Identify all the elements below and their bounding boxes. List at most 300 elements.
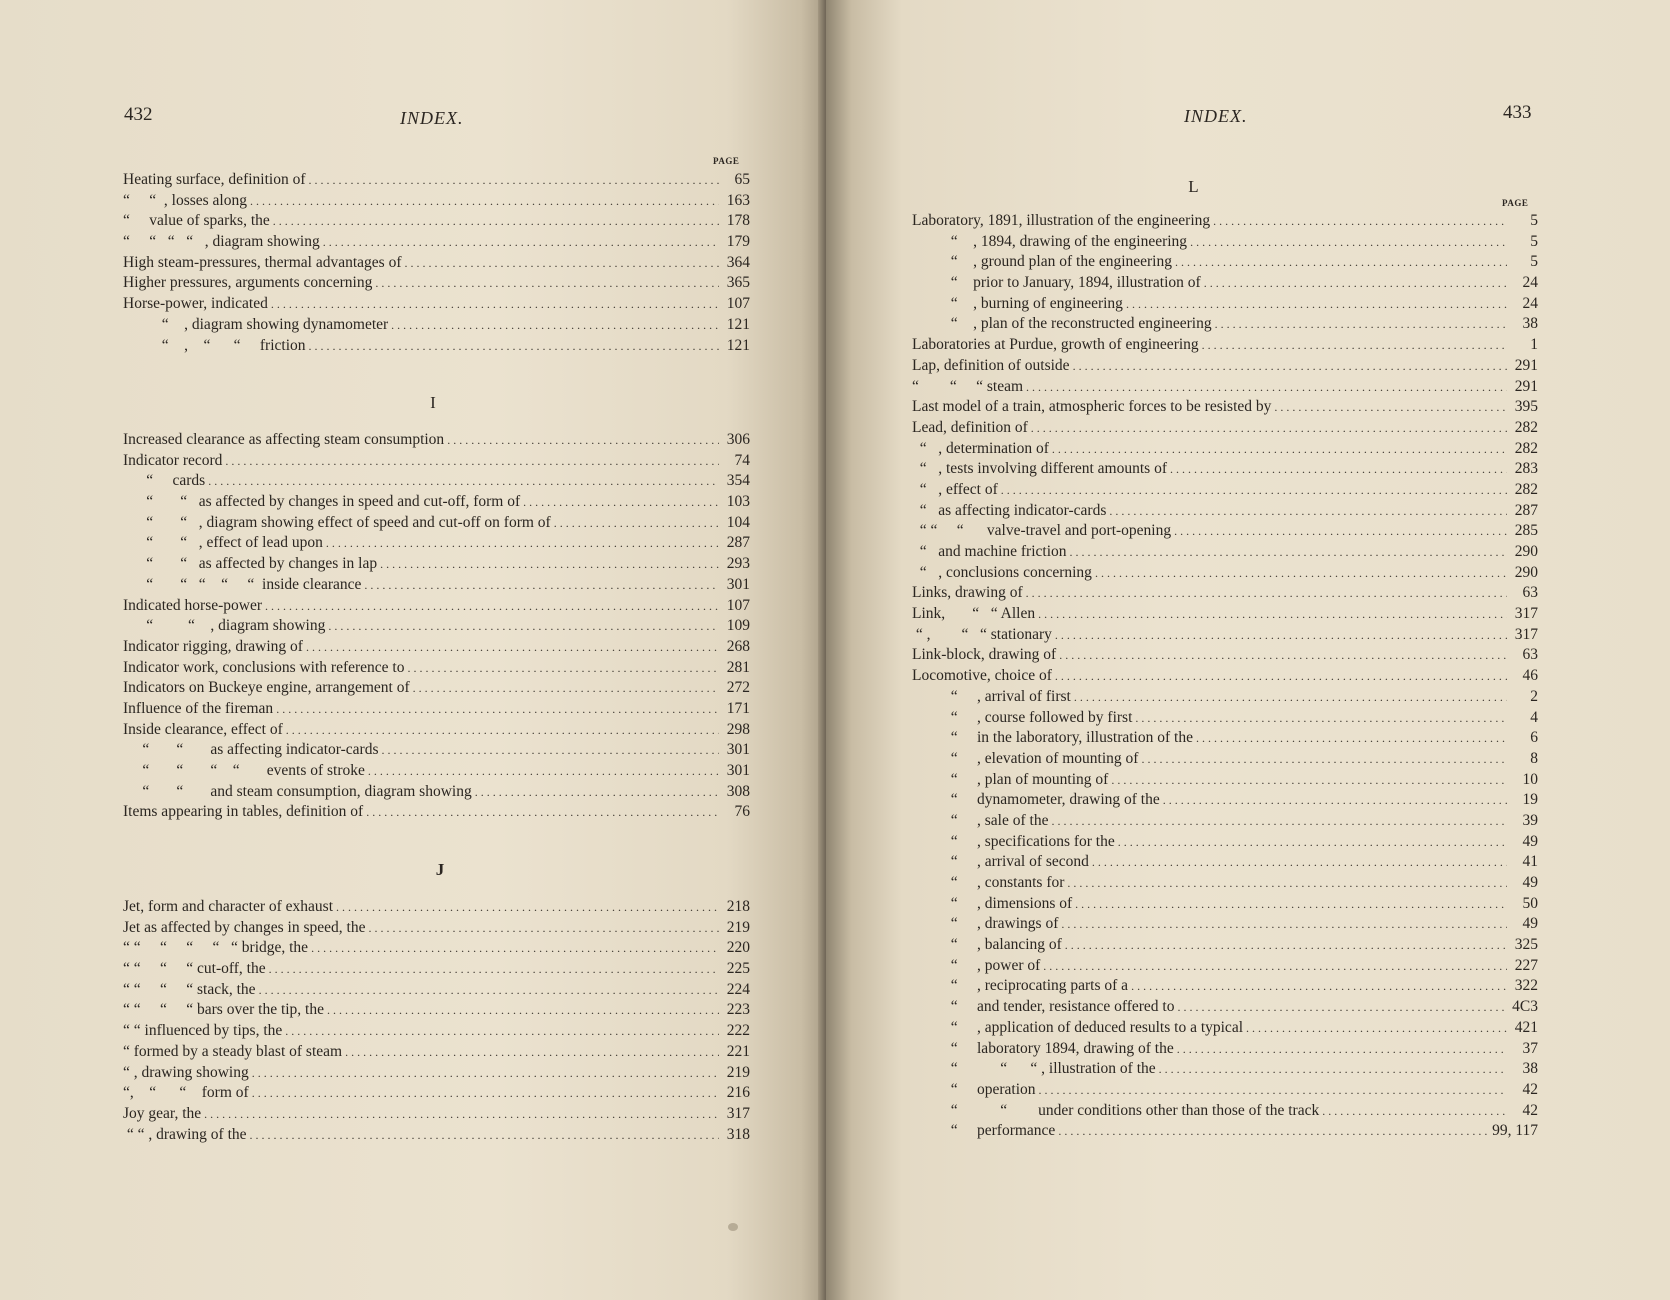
dot-leader xyxy=(269,959,719,980)
index-entry xyxy=(912,976,1538,997)
index-entry-text: “ , determination of xyxy=(912,439,1049,457)
index-entry xyxy=(123,336,750,357)
index-entry-text: “ , 1894, drawing of the engineering xyxy=(912,232,1188,250)
index-entry-page: 46 xyxy=(1522,667,1538,685)
dot-leader xyxy=(1118,832,1507,853)
index-entry xyxy=(912,314,1538,335)
dot-leader xyxy=(1131,976,1507,997)
index-entry-page: 317 xyxy=(1514,605,1538,623)
index-entry xyxy=(912,770,1538,791)
index-entry-page: 24 xyxy=(1522,274,1538,292)
dot-leader xyxy=(1322,1101,1507,1122)
dot-leader xyxy=(407,658,719,679)
index-entry xyxy=(123,533,750,554)
index-entry xyxy=(912,811,1538,832)
index-entry-text: “ “ “ “ stack, the xyxy=(123,980,256,998)
dot-leader xyxy=(1170,459,1507,480)
dot-leader xyxy=(554,513,719,534)
index-entry-page: 37 xyxy=(1522,1039,1538,1057)
index-entry-page: 290 xyxy=(1514,563,1538,581)
dot-leader xyxy=(1204,273,1507,294)
index-entry xyxy=(123,1063,750,1084)
index-entry xyxy=(123,211,750,232)
index-entry-page: 107 xyxy=(726,596,750,614)
index-entry xyxy=(123,980,750,1001)
index-entry-page: 220 xyxy=(726,939,750,957)
dot-leader xyxy=(1274,397,1507,418)
index-entry-page: 301 xyxy=(726,575,750,593)
running-title-right: INDEX. xyxy=(1184,106,1248,126)
index-entry-text: “ , effect of xyxy=(912,480,998,498)
index-entry-text: Influence of the fireman xyxy=(123,699,274,717)
index-entry-page: 107 xyxy=(726,295,750,313)
index-entry-page: 121 xyxy=(726,336,750,354)
index-entry-text: “ , ground plan of the engineering xyxy=(912,253,1172,271)
index-entry-page: 8 xyxy=(1530,749,1538,767)
dot-leader xyxy=(1159,1059,1507,1080)
index-entry-page: 421 xyxy=(1514,1018,1538,1036)
dot-leader xyxy=(252,1063,719,1084)
index-entry xyxy=(912,542,1538,563)
index-entry-page: 4C3 xyxy=(1512,998,1538,1016)
index-entry-text: “ , course followed by first xyxy=(912,708,1133,726)
dot-leader xyxy=(368,918,719,939)
index-entry xyxy=(123,699,750,720)
index-entry-page: 24 xyxy=(1522,294,1538,312)
index-entry xyxy=(912,645,1538,666)
index-entry-page: 283 xyxy=(1514,460,1538,478)
index-entry-text: “ , arrival of second xyxy=(912,853,1089,871)
index-entry xyxy=(912,708,1538,729)
index-entry xyxy=(123,720,750,741)
index-entry-page: 39 xyxy=(1522,811,1538,829)
index-entry xyxy=(912,1039,1538,1060)
dot-leader xyxy=(1177,1039,1507,1060)
index-entry-page: 395 xyxy=(1514,398,1538,416)
section-letter-l: L xyxy=(1188,177,1199,196)
index-entry-text: “ , balancing of xyxy=(912,936,1062,954)
dot-leader xyxy=(1073,356,1507,377)
index-entry-page: 49 xyxy=(1522,915,1538,933)
dot-leader xyxy=(404,253,719,274)
dot-leader xyxy=(259,980,719,1001)
index-entry xyxy=(912,666,1538,687)
dot-leader xyxy=(1055,625,1507,646)
dot-leader xyxy=(1001,480,1507,501)
dot-leader xyxy=(311,938,719,959)
index-entry xyxy=(912,439,1538,460)
dot-leader xyxy=(328,616,719,637)
dot-leader xyxy=(276,699,719,720)
index-entry-text: Indicator rigging, drawing of xyxy=(123,637,303,655)
index-entry-page: 5 xyxy=(1530,212,1538,229)
dot-leader xyxy=(1051,811,1507,832)
index-entry xyxy=(123,513,750,534)
index-entry xyxy=(123,938,750,959)
dot-leader xyxy=(1058,1121,1489,1142)
index-entry-page: 38 xyxy=(1522,1060,1538,1078)
index-entry-page: 179 xyxy=(726,233,750,251)
index-entry-text: Higher pressures, arguments concerning xyxy=(123,274,373,292)
dot-leader xyxy=(1141,749,1507,770)
index-entry-text: Locomotive, choice of xyxy=(912,667,1052,685)
index-entry xyxy=(123,471,750,492)
index-entry-page: 63 xyxy=(1522,646,1538,664)
index-entry-page: 301 xyxy=(726,762,750,779)
index-entry-page: 74 xyxy=(734,451,750,469)
dot-leader xyxy=(413,678,719,699)
index-entry-page: 4 xyxy=(1530,708,1538,726)
dot-leader xyxy=(1070,542,1507,563)
left-page xyxy=(0,0,826,1300)
index-entry-page: 282 xyxy=(1514,439,1538,457)
index-entry xyxy=(912,583,1538,604)
dot-leader xyxy=(327,1000,719,1021)
dot-leader xyxy=(1175,252,1507,273)
index-entry xyxy=(123,1021,750,1042)
dot-leader xyxy=(326,533,719,554)
index-entry xyxy=(912,935,1538,956)
index-entry-page: 219 xyxy=(726,918,750,936)
dot-leader xyxy=(1075,894,1507,915)
dot-leader xyxy=(1135,708,1507,729)
dot-leader xyxy=(309,336,719,357)
index-entry-page: 364 xyxy=(726,253,750,271)
index-entry-page: 285 xyxy=(1514,522,1538,540)
dot-leader xyxy=(273,211,719,232)
dot-leader xyxy=(1126,294,1507,315)
index-entry-page: 5 xyxy=(1530,232,1538,250)
dot-leader xyxy=(523,492,719,513)
dot-leader xyxy=(1059,645,1507,666)
index-entry xyxy=(123,596,750,617)
index-entry-text: “ , drawings of xyxy=(912,915,1059,933)
index-entry-text: “ laboratory 1894, drawing of the xyxy=(912,1039,1174,1057)
dot-leader xyxy=(1043,956,1507,977)
index-entry-page: 218 xyxy=(726,898,750,915)
dot-leader xyxy=(271,294,719,315)
index-entry xyxy=(912,397,1538,418)
dot-leader xyxy=(375,273,719,294)
index-entry xyxy=(123,897,750,918)
index-entry xyxy=(912,335,1538,356)
index-entry xyxy=(123,802,750,823)
index-entry xyxy=(912,1059,1538,1080)
index-entry xyxy=(123,1125,750,1146)
index-entry-page: 63 xyxy=(1522,584,1538,602)
index-entry-text: “ “ “ “ “ “ bridge, the xyxy=(123,939,309,957)
index-entry-text: “ “ , effect of lead upon xyxy=(123,534,323,552)
index-entry-text: Items appearing in tables, definition of xyxy=(123,803,364,821)
index-entry xyxy=(912,377,1538,398)
index-entry-page: 216 xyxy=(726,1084,750,1102)
index-entry xyxy=(912,687,1538,708)
index-entry-page: 282 xyxy=(1514,418,1538,436)
section-letter-j: J xyxy=(435,860,445,879)
index-entry-text: “ , arrival of first xyxy=(912,687,1071,705)
index-entry-text: “ operation xyxy=(912,1080,1036,1098)
index-entry xyxy=(912,728,1538,749)
index-entry xyxy=(912,604,1538,625)
index-entry-text: “ “ as affected by changes in speed and cut-off, form of xyxy=(123,493,521,511)
index-entry-text: Laboratory, 1891, illustration of the engineering xyxy=(912,212,1211,229)
index-entry-page: 49 xyxy=(1522,874,1538,891)
index-entry-page: 41 xyxy=(1522,853,1538,871)
index-entry xyxy=(912,790,1538,811)
index-entry-text: “ “ “ “ events of stroke xyxy=(123,762,365,779)
index-entry xyxy=(912,294,1538,315)
index-entry xyxy=(912,418,1538,439)
dot-leader xyxy=(1061,914,1507,935)
index-entry xyxy=(912,252,1538,273)
index-entry-page: 219 xyxy=(726,1063,750,1081)
index-entry xyxy=(123,294,750,315)
index-entry xyxy=(912,749,1538,770)
index-entry-text: “ , sale of the xyxy=(912,811,1049,829)
dot-leader xyxy=(1213,211,1507,232)
index-entry-text: “ “ influenced by tips, the xyxy=(123,1022,283,1040)
index-entry-page: 225 xyxy=(726,960,750,978)
index-entry-page: 10 xyxy=(1522,770,1538,788)
dot-leader xyxy=(1026,583,1507,604)
index-entry xyxy=(123,616,750,637)
index-entry-text: High steam-pressures, thermal advantages of xyxy=(123,253,402,271)
dot-leader xyxy=(252,1083,719,1104)
index-entry-text: Heating surface, definition of xyxy=(123,171,306,188)
index-entry-page: 38 xyxy=(1522,315,1538,333)
index-entry-page: 282 xyxy=(1514,480,1538,498)
dot-leader xyxy=(475,782,719,803)
index-entry-text: “ , diagram showing dynamometer xyxy=(123,315,389,333)
index-entry-page: 317 xyxy=(1514,625,1538,643)
index-entry xyxy=(123,1042,750,1063)
dot-leader xyxy=(225,451,719,472)
index-entry-text: “, “ “ form of xyxy=(123,1084,249,1102)
index-entry xyxy=(123,492,750,513)
index-entry-text: “ , constants for xyxy=(912,874,1065,891)
index-entry xyxy=(123,959,750,980)
index-entry-page: 42 xyxy=(1522,1080,1538,1098)
index-entry xyxy=(912,1101,1538,1122)
dot-leader xyxy=(1246,1018,1507,1039)
index-entry-page: 42 xyxy=(1522,1101,1538,1119)
dot-leader xyxy=(1190,232,1507,253)
index-entry xyxy=(912,459,1538,480)
left-section-h-entries xyxy=(123,170,750,356)
dot-leader xyxy=(1163,790,1507,811)
index-entry-text: Link-block, drawing of xyxy=(912,646,1057,664)
index-entry-text: Lap, definition of outside xyxy=(912,356,1070,374)
index-entry-text: “ “ “ “ , diagram showing xyxy=(123,233,320,251)
running-title-left: INDEX. xyxy=(400,108,464,128)
index-entry-text: “ , application of deduced results to a typical xyxy=(912,1018,1244,1036)
index-entry-text: “ “ “ “ bars over the tip, the xyxy=(123,1001,324,1019)
index-entry-text: “ , reciprocating parts of a xyxy=(912,977,1129,995)
index-entry xyxy=(912,914,1538,935)
dot-leader xyxy=(286,720,719,741)
index-entry-text: “ “ “ “ cut-off, the xyxy=(123,960,266,978)
dot-leader xyxy=(265,596,719,617)
index-entry-text: Joy gear, the xyxy=(123,1104,202,1122)
index-entry-text: Indicated horse-power xyxy=(123,596,263,614)
index-entry-page: 308 xyxy=(726,782,750,800)
index-entry-page: 6 xyxy=(1530,729,1538,747)
index-entry-page: 222 xyxy=(726,1022,750,1040)
right-page xyxy=(826,0,1670,1300)
index-entry-text: “ “ as affected by changes in lap xyxy=(123,555,378,573)
index-entry xyxy=(912,501,1538,522)
index-entry-page: 65 xyxy=(734,171,750,188)
index-entry-page: 325 xyxy=(1514,936,1538,954)
index-entry xyxy=(123,253,750,274)
page-column-label-left: PAGE xyxy=(713,156,740,166)
index-entry-text: Jet as affected by changes in speed, the xyxy=(123,918,366,936)
index-entry xyxy=(912,232,1538,253)
index-entry-text: Increased clearance as affecting steam consumption xyxy=(123,431,445,448)
index-entry-page: 317 xyxy=(726,1104,750,1122)
index-entry-text: “ , tests involving different amounts of xyxy=(912,460,1167,478)
index-entry-text: “ , conclusions concerning xyxy=(912,563,1092,581)
index-entry-page: 224 xyxy=(726,980,750,998)
index-entry-page: 5 xyxy=(1530,253,1538,271)
index-entry xyxy=(912,894,1538,915)
index-entry-text: “ , elevation of mounting of xyxy=(912,749,1139,767)
index-entry-text: “ , power of xyxy=(912,956,1041,974)
index-entry xyxy=(123,191,750,212)
index-entry-page: 291 xyxy=(1514,356,1538,374)
index-entry xyxy=(123,1000,750,1021)
dot-leader xyxy=(1038,604,1507,625)
index-entry-page: 171 xyxy=(726,699,750,717)
index-entry xyxy=(123,1104,750,1125)
index-entry-page: 221 xyxy=(726,1042,750,1060)
dot-leader xyxy=(1202,335,1507,356)
dot-leader xyxy=(366,802,719,823)
dot-leader xyxy=(1031,418,1507,439)
index-entry xyxy=(123,761,750,782)
index-entry xyxy=(123,554,750,575)
index-entry-text: Jet, form and character of exhaust xyxy=(123,898,334,915)
index-entry xyxy=(912,1018,1538,1039)
page-number-right: 433 xyxy=(1503,102,1532,123)
index-entry-page: 99, 117 xyxy=(1492,1122,1538,1140)
dot-leader xyxy=(1065,935,1507,956)
index-entry xyxy=(123,678,750,699)
index-entry-text: “ “ as affecting indicator-cards xyxy=(123,741,379,759)
dot-leader xyxy=(364,575,719,596)
index-entry-text: Indicator record xyxy=(123,451,223,469)
index-entry-text: “ “ , drawing of the xyxy=(123,1125,247,1143)
dot-leader xyxy=(1052,439,1507,460)
index-entry-text: “ “ , losses along xyxy=(123,191,247,209)
index-entry-text: “ “ “ valve-travel and port-opening xyxy=(912,522,1172,540)
index-entry xyxy=(912,563,1538,584)
index-entry-text: “ value of sparks, the xyxy=(123,212,270,230)
dot-leader xyxy=(1092,852,1507,873)
left-section-i-entries xyxy=(123,430,750,823)
dot-leader xyxy=(323,232,719,253)
index-entry-page: 287 xyxy=(726,534,750,552)
index-entry xyxy=(912,211,1538,232)
index-entry xyxy=(912,852,1538,873)
index-entry-text: “ prior to January, 1894, illustration of xyxy=(912,274,1201,292)
index-entry-text: “ , “ “ stationary xyxy=(912,625,1052,643)
dot-leader xyxy=(204,1104,719,1125)
dot-leader xyxy=(368,761,719,782)
dot-leader xyxy=(380,554,719,575)
index-entry-page: 227 xyxy=(1514,956,1538,974)
index-entry-page: 272 xyxy=(726,679,750,697)
index-entry-page: 2 xyxy=(1530,687,1538,705)
index-entry xyxy=(912,956,1538,977)
page-number-left: 432 xyxy=(124,104,153,125)
dot-leader xyxy=(208,471,719,492)
dot-leader xyxy=(250,1125,719,1146)
dot-leader xyxy=(1026,377,1507,398)
index-entry-text: “ in the laboratory, illustration of the xyxy=(912,729,1193,747)
index-entry-page: 109 xyxy=(726,617,750,635)
index-entry xyxy=(123,918,750,939)
dot-leader xyxy=(1215,314,1507,335)
section-letter-i: I xyxy=(430,393,436,412)
index-entry-text: “ , plan of mounting of xyxy=(912,770,1109,788)
index-entry-page: 103 xyxy=(726,493,750,511)
index-entry xyxy=(123,1083,750,1104)
index-entry-page: 121 xyxy=(726,315,750,333)
dot-leader xyxy=(306,637,719,658)
index-entry xyxy=(912,997,1538,1018)
dot-leader xyxy=(1178,997,1508,1018)
index-entry-page: 318 xyxy=(726,1125,750,1143)
index-entry-page: 291 xyxy=(1514,377,1538,395)
index-entry-page: 223 xyxy=(726,1001,750,1019)
dot-leader xyxy=(391,315,719,336)
dot-leader xyxy=(1109,501,1507,522)
index-entry xyxy=(123,740,750,761)
index-entry-page: 1 xyxy=(1530,336,1538,354)
index-entry-text: Horse-power, indicated xyxy=(123,295,268,313)
index-entry xyxy=(912,480,1538,501)
index-entry xyxy=(123,658,750,679)
index-entry-text: Link, “ “ Allen xyxy=(912,605,1036,623)
index-entry xyxy=(912,1121,1538,1142)
index-entry xyxy=(123,575,750,596)
index-entry-text: “ “ , diagram showing effect of speed and cut-off on form of xyxy=(123,513,551,531)
index-entry-text: Links, drawing of xyxy=(912,584,1023,602)
index-entry xyxy=(123,170,750,191)
index-entry xyxy=(912,873,1538,894)
index-entry-text: “ , burning of engineering xyxy=(912,294,1123,312)
dot-leader xyxy=(1196,728,1507,749)
index-entry-page: 290 xyxy=(1514,543,1538,560)
index-entry-text: “ , plan of the reconstructed engineering xyxy=(912,315,1212,333)
index-entry-text: “ , specifications for the xyxy=(912,832,1115,850)
index-entry xyxy=(123,451,750,472)
index-entry-text: “ “ , diagram showing xyxy=(123,617,326,635)
index-entry-text: “ , “ “ friction xyxy=(123,336,306,354)
index-entry-page: 322 xyxy=(1514,977,1538,995)
index-entry-text: Indicator work, conclusions with reference to xyxy=(123,658,405,676)
index-entry-text: “ performance xyxy=(912,1122,1056,1140)
index-entry-page: 104 xyxy=(726,513,750,531)
dot-leader xyxy=(309,170,720,191)
index-entry-text: Lead, definition of xyxy=(912,418,1028,436)
index-entry-page: 293 xyxy=(726,555,750,573)
dot-leader xyxy=(1039,1080,1507,1101)
dot-leader xyxy=(1095,563,1507,584)
dot-leader xyxy=(1111,770,1507,791)
index-entry-page: 365 xyxy=(726,274,750,292)
